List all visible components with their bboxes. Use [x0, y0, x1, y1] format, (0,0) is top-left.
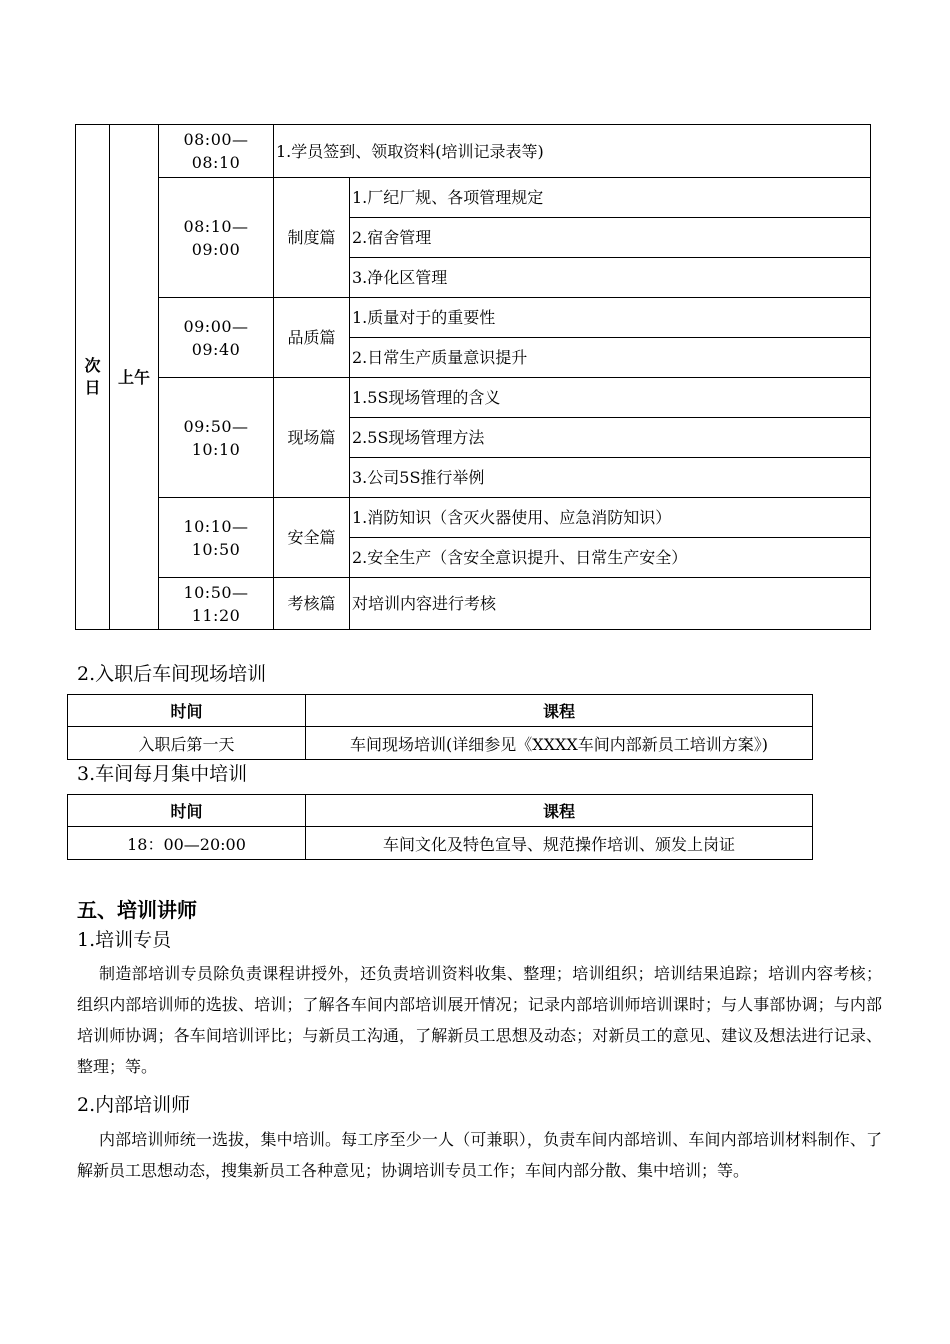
time-cell [159, 178, 274, 298]
time-cell [159, 125, 274, 178]
schedule-item: 2.宿舍管理 [350, 218, 871, 258]
onsite-training-table [67, 694, 813, 760]
schedule-row [76, 298, 871, 338]
table-row [68, 727, 813, 760]
time-start: 09:00— [183, 316, 249, 336]
category-cell: 现场篇 [274, 378, 350, 498]
table-header-row [68, 695, 813, 727]
time-cell [159, 498, 274, 578]
time-end: 10:10 [191, 439, 241, 459]
schedule-row [76, 378, 871, 418]
paragraph-internal-trainer: 内部培训师统一选拔，集中培训。每工序至少一人（可兼职），负责车间内部培训、车间内部培训材料制作、了解新员工思想动态，搜集新员工各种意见；协调培训专员工作；车间内部分散、集中培训；等。 [77, 1130, 882, 1180]
schedule-item: 2.日常生产质量意识提升 [350, 338, 871, 378]
day-cell [76, 125, 110, 630]
cell-time: 入职后第一天 [68, 727, 306, 760]
schedule-row [76, 498, 871, 538]
schedule-item: 3.净化区管理 [350, 258, 871, 298]
time-start: 10:10— [183, 516, 249, 536]
subsection-title-internal-trainer: 2.内部培训师 [77, 1094, 191, 1116]
time-end: 09:40 [191, 339, 241, 359]
category-cell: 考核篇 [274, 578, 350, 630]
schedule-row [76, 178, 871, 218]
column-header-course: 课程 [306, 695, 813, 727]
paragraph-training-specialist: 制造部培训专员除负责课程讲授外，还负责培训资料收集、整理；培训组织；培训结果追踪；培训内容考核；组织内部培训师的选拔、培训；了解各车间内部培训展开情况；记录内部培训师培训课时；与人事部协调；与内部培训师协调；各车间培训评比；与新员工沟通，了解新员工思想及动态；对新员工的意见、建议及想法进行记录、整理；等。 [77, 964, 882, 1076]
time-cell [159, 298, 274, 378]
schedule-item: 3.公司5S推行举例 [350, 458, 871, 498]
period-cell: 上午 [110, 125, 159, 630]
time-cell [159, 578, 274, 630]
time-cell [159, 378, 274, 498]
time-start: 09:50— [183, 416, 249, 436]
table-row [68, 827, 813, 860]
column-header-course: 课程 [306, 795, 813, 827]
schedule-item: 1.消防知识（含灭火器使用、应急消防知识） [350, 498, 871, 538]
time-end: 09:00 [191, 239, 241, 259]
table-header-row [68, 795, 813, 827]
schedule-item: 2.安全生产（含安全意识提升、日常生产安全） [350, 538, 871, 578]
category-cell: 安全篇 [274, 498, 350, 578]
schedule-item: 2.5S现场管理方法 [350, 418, 871, 458]
cell-course: 车间现场培训(详细参见《XXXX车间内部新员工培训方案》) [306, 727, 813, 760]
time-start: 08:00— [183, 130, 249, 149]
time-start: 08:10— [183, 216, 249, 236]
column-header-time: 时间 [68, 795, 306, 827]
schedule-row [76, 578, 871, 630]
time-start: 10:50— [183, 582, 249, 602]
schedule-item: 1.5S现场管理的含义 [350, 378, 871, 418]
time-end: 08:10 [191, 153, 241, 172]
schedule-item: 1.厂纪厂规、各项管理规定 [350, 178, 871, 218]
section-heading-trainers: 五、培训讲师 [77, 898, 197, 922]
section-title-monthly-training: 3.车间每月集中培训 [77, 763, 248, 785]
category-cell: 品质篇 [274, 298, 350, 378]
category-cell: 制度篇 [274, 178, 350, 298]
subsection-title-training-specialist: 1.培训专员 [77, 929, 172, 951]
training-schedule-table [75, 124, 871, 630]
schedule-item: 对培训内容进行考核 [350, 578, 871, 630]
time-end: 10:50 [191, 539, 241, 559]
day-char: 次 [84, 356, 101, 375]
monthly-training-table [67, 794, 813, 860]
column-header-time: 时间 [68, 695, 306, 727]
schedule-item: 1.质量对于的重要性 [350, 298, 871, 338]
cell-course: 车间文化及特色宣导、规范操作培训、颁发上岗证 [306, 827, 813, 860]
cell-time: 18：00—20:00 [68, 827, 306, 860]
schedule-item: 1.学员签到、领取资料(培训记录表等) [274, 125, 871, 178]
schedule-row [76, 125, 871, 178]
time-end: 11:20 [191, 605, 241, 625]
day-char: 日 [84, 378, 101, 397]
section-title-onsite-training: 2.入职后车间现场培训 [77, 663, 267, 685]
